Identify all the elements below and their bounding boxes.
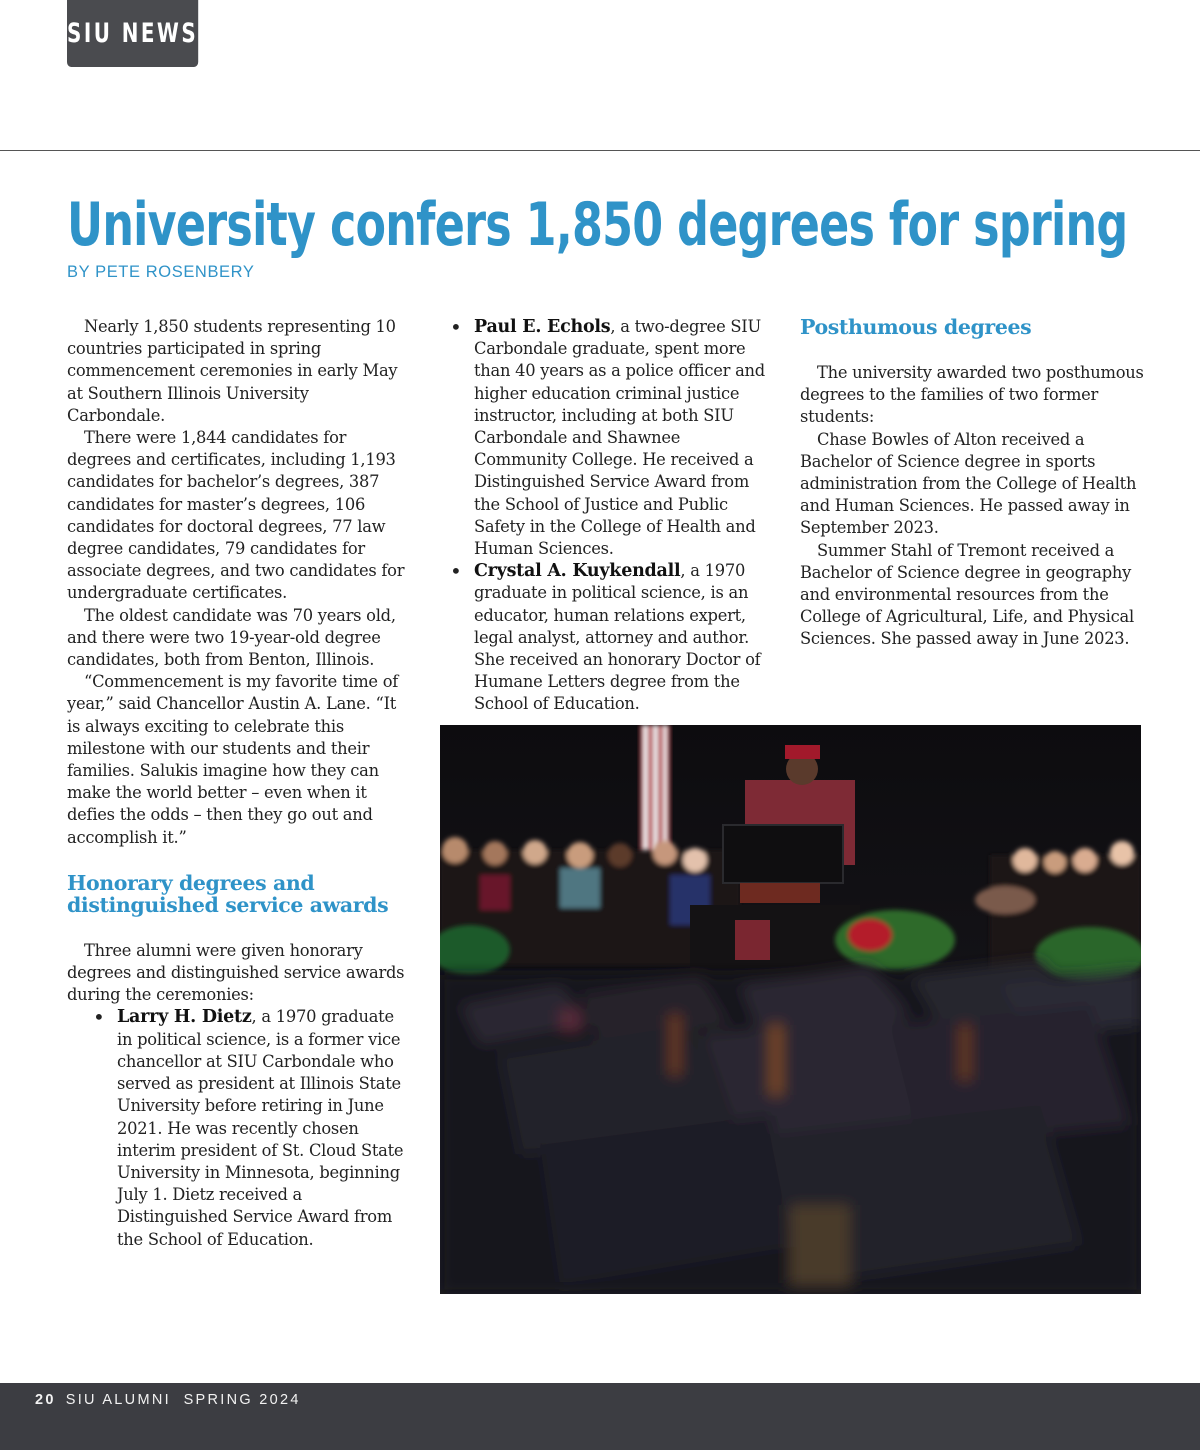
honoree-name: Larry H. Dietz — [117, 1007, 252, 1028]
paragraph: Summer Stahl of Tremont received a Bachelor of Science degree in geography and environmental resources from the College of Agricultural, Life, and Physical Sciences. She passed away in June 2023. — [800, 540, 1134, 649]
article-byline: BY PETE ROSENBERY — [67, 263, 255, 281]
honoree-description: , a 1970 graduate in political science, is a former vice chancellor at SIU Carbondale who served as president at Illinois State University before retiring in June 2021. He was recently chosen interim president of St. Cloud State University in Minnesota, beginning July 1. Dietz received a Distinguished Service Award from the School of Education. — [117, 1007, 404, 1249]
list-item — [474, 560, 776, 715]
list-item — [117, 1006, 407, 1250]
honoree-list — [117, 1006, 407, 1250]
quote-paragraph: “Commencement is my favorite time of year,” said Chancellor Austin A. Lane. “It is always exciting to celebrate this milestone with our students and their families. Salukis imagine how they can make the world better – even when it defies the odds – then they go out and accomplish it.” — [67, 672, 399, 847]
paragraph: The oldest candidate was 70 years old, and there were two 19-year-old degree candidates, both from Benton, Illinois. — [67, 605, 396, 670]
article-headline: University confers 1,850 degrees for spring — [67, 190, 1128, 260]
paragraph: Three alumni were given honorary degrees and distinguished service awards during the ceremonies: — [67, 940, 405, 1005]
honoree-description: , a two-degree SIU Carbondale graduate, spent more than 40 years as a police officer and higher education criminal justice instructor, including at both SIU Carbondale and Shawnee Community College. He received a Distinguished Service Award from the School of Justice and Public Safety in the College of Health and Human Sciences. — [474, 317, 765, 559]
honoree-name: Crystal A. Kuykendall — [474, 561, 681, 582]
footer-text — [35, 1392, 301, 1408]
publication-label: SIU ALUMNI SPRING 2024 — [65, 1392, 301, 1408]
honoree-description: , a 1970 graduate in political science, is an educator, human relations expert, legal analyst, attorney and author. She received an honorary Doctor of Humane Letters degree from the School of Education. — [474, 561, 761, 714]
paragraph: The university awarded two posthumous degrees to the families of two former students: — [800, 363, 1144, 427]
commencement-photo — [440, 725, 1141, 1294]
column-1 — [67, 316, 407, 1251]
honoree-name: Paul E. Echols — [474, 317, 611, 337]
subhead-posthumous: Posthumous degrees — [800, 315, 1032, 339]
paragraph: Chase Bowles of Alton received a Bachelor of Science degree in sports administration from the College of Health and Human Sciences. He passed away in September 2023. — [800, 429, 1137, 538]
list-item — [474, 316, 776, 560]
column-2 — [446, 316, 776, 716]
column-3 — [800, 316, 1145, 651]
subhead-honorary: Honorary degrees and distinguished service awards — [67, 870, 389, 917]
page-number: 20 — [35, 1392, 56, 1408]
paragraph: Nearly 1,850 students representing 10 countries participated in spring commencement ceremonies in early May at Southern Illinois University Carbondale. — [67, 317, 398, 425]
paragraph: There were 1,844 candidates for degrees and certificates, including 1,193 candidates for bachelor’s degrees, 387 candidates for master’s degrees, 106 candidates for doctoral degrees, 77 law degree candidates, 79 candidates for associate degrees, and two candidates for undergraduate certificates. — [67, 428, 405, 603]
header-divider — [0, 150, 1200, 151]
section-tab: SIU NEWS — [67, 0, 198, 67]
honoree-list — [474, 316, 776, 716]
